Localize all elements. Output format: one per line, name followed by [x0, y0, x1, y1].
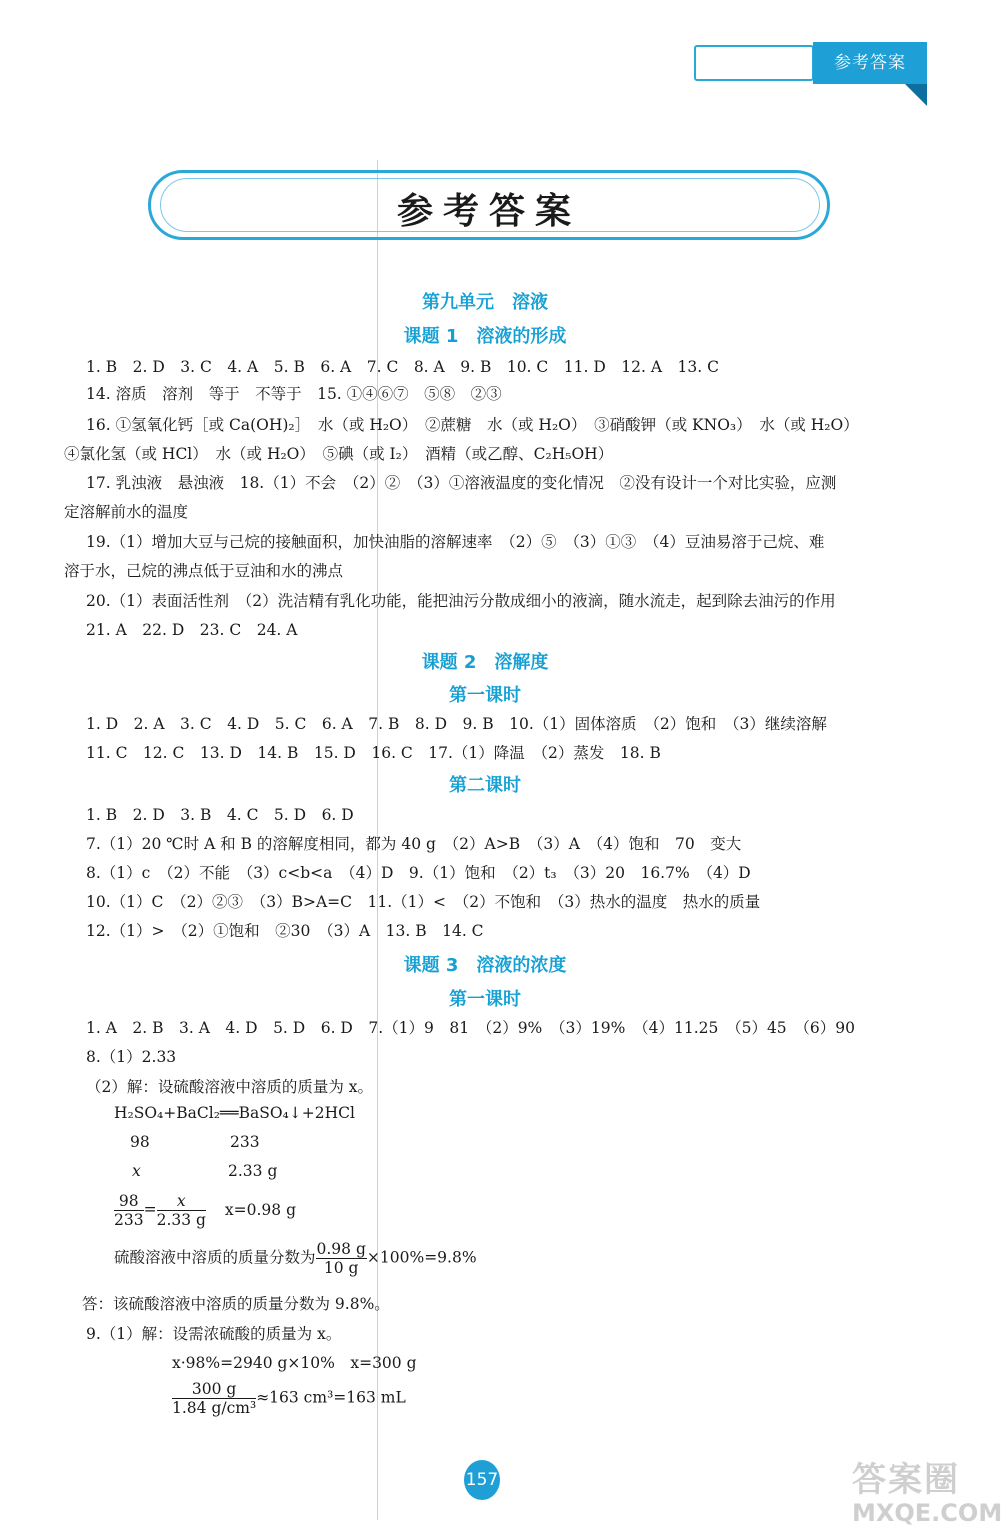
- lesson1-line: 21. A 22. D 23. C 24. A: [86, 621, 298, 639]
- proportion: $\frac{98}{233}$ = $\frac{x}{2.33 g}$ x=0.98 g: [114, 1192, 296, 1229]
- lesson1-line: 20.（1）表面活性剂 （2）洗洁精有乳化功能，能把油污分散成细小的液滴，随水流走，起到除去油污的作用: [86, 592, 836, 610]
- lesson2-period2-title: 第二课时: [449, 775, 521, 796]
- answer-line: 答：该硫酸溶液中溶质的质量分数为 9.8%。: [82, 1295, 390, 1313]
- lesson1-line: 定溶解前水的温度: [64, 503, 189, 521]
- fraction: $\frac{0.98 g}{10 g}$: [316, 1240, 366, 1277]
- lesson3-line: 8.（1）2.33: [86, 1048, 177, 1066]
- lesson2-p2-line: 7.（1）20 ℃时 A 和 B 的溶解度相同，都为 40 g （2）A>B （3）A （4）饱和 70 变大: [86, 835, 742, 853]
- lesson1-line: 14. 溶质 溶剂 等于 不等于 15. ①④⑥⑦ ⑤⑧ ②③: [86, 385, 502, 403]
- header-tag-fold: [905, 84, 927, 106]
- lesson3-line: （2）解：设硫酸溶液中溶质的质量为 x。: [86, 1078, 374, 1096]
- lesson1-line: ④氯化氢（或 HCl） 水（或 H₂O） ⑤碘（或 I₂） 酒精（或乙醇、C₂H₅OH）: [64, 445, 614, 463]
- equation-value: 233: [230, 1133, 260, 1151]
- page-title: 参考答案: [396, 191, 581, 232]
- equation-value: 98: [130, 1133, 150, 1151]
- lesson1-line: 16. ①氢氧化钙［或 Ca(OH)₂］ 水（或 H₂O） ②蔗糖 水（或 H₂O） ③硝酸钾（或 KNO₃） 水（或 H₂O）: [86, 416, 859, 434]
- lesson3-period1-title: 第一课时: [449, 989, 521, 1010]
- header-tag: 参考答案: [813, 42, 927, 84]
- equation: H₂SO₄+BaCl₂══BaSO₄↓+2HCl: [114, 1104, 355, 1122]
- fraction: $\frac{300 g}{\text{1.84 g/cm³}}$: [172, 1380, 257, 1417]
- q9-equation: x·98%=2940 g×10% x=300 g: [172, 1354, 417, 1372]
- page-number: 157: [464, 1460, 500, 1500]
- lesson2-p2-line: 10.（1）C （2）②③ （3）B>A=C 11.（1）< （2）不饱和 （3）热水的温度 热水的质量: [86, 893, 761, 911]
- q9-line: 9.（1）解：设需浓硫酸的质量为 x。: [86, 1325, 342, 1343]
- equation-value: x: [132, 1162, 141, 1180]
- lesson1-line: 1. B 2. D 3. C 4. A 5. B 6. A 7. C 8. A 9. B 10. C 11. D 12. A 13. C: [86, 358, 719, 376]
- lesson2-p2-line: 8.（1）c （2）不能 （3）c<b<a （4）D 9.（1）饱和 （2）t₃ （3）20 16.7% （4）D: [86, 864, 751, 882]
- fraction: $\frac{x}{2.33 g}$: [156, 1192, 206, 1229]
- lesson1-line: 17. 乳浊液 悬浊液 18.（1）不会 （2）② （3）①溶液温度的变化情况 ②没有设计一个对比实验，应测: [86, 474, 837, 492]
- lesson2-p1-line: 11. C 12. C 13. D 14. B 15. D 16. C 17.（1）降温 （2）蒸发 18. B: [86, 744, 661, 762]
- q9-volume-line: $\frac{300 g}{\text{1.84 g/cm³}}$ ≈163 cm³=163 mL: [172, 1380, 406, 1417]
- lesson2-period1-title: 第一课时: [449, 685, 521, 706]
- mass-fraction-line: 硫酸溶液中溶质的质量分数为 $\frac{0.98 g}{10 g}$ ×100%=9.8%: [114, 1240, 477, 1277]
- lesson2-p2-line: 1. B 2. D 3. B 4. C 5. D 6. D: [86, 806, 354, 824]
- lesson1-title: 课题 1 溶液的形成: [403, 326, 567, 347]
- lesson1-line: 19.（1）增加大豆与己烷的接触面积，加快油脂的溶解速率 （2）⑤ （3）①③ （4）豆油易溶于己烷、难: [86, 533, 825, 551]
- proportion-result: x=0.98 g: [224, 1200, 296, 1219]
- lesson2-p1-line: 1. D 2. A 3. C 4. D 5. C 6. A 7. B 8. D 9. B 10.（1）固体溶质 （2）饱和 （3）继续溶解: [86, 715, 827, 733]
- lesson1-line: 溶于水，己烷的沸点低于豆油和水的沸点: [64, 562, 344, 580]
- watermark-logo: 答案圈 MXQE.COM: [852, 1460, 1003, 1527]
- lesson2-title: 课题 2 溶解度: [421, 652, 549, 673]
- lesson2-p2-line: 12.（1）> （2）①饱和 ②30 （3）A 13. B 14. C: [86, 922, 484, 940]
- lesson3-title: 课题 3 溶液的浓度: [403, 955, 567, 976]
- unit-title: 第九单元 溶液: [422, 292, 548, 313]
- equation-value: 2.33 g: [228, 1162, 278, 1180]
- fraction: $\frac{98}{233}$: [114, 1192, 144, 1229]
- header-tag-frame: [694, 45, 814, 81]
- lesson3-line: 1. A 2. B 3. A 4. D 5. D 6. D 7.（1）9 81 （2）9% （3）19% （4）11.25 （5）45 （6）90: [86, 1019, 856, 1037]
